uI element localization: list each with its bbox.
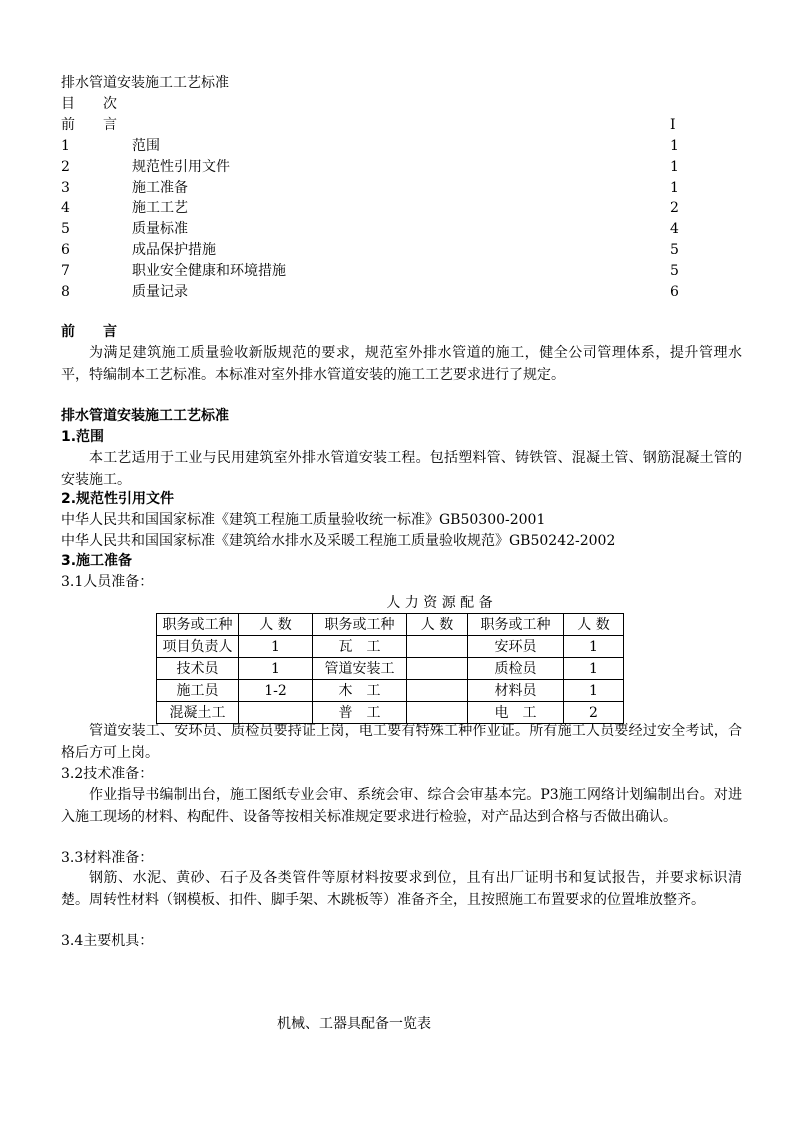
staff-table-cell: 1: [239, 636, 313, 658]
toc-row[interactable]: [61, 282, 681, 303]
document-title: 排水管道安装施工工艺标准: [61, 75, 229, 91]
staff-table-header-cell: 人 数: [239, 614, 313, 636]
toc-row[interactable]: [61, 219, 681, 240]
toc-item-number: 6: [61, 242, 70, 258]
staff-table-header-cell: 职务或工种: [468, 614, 564, 636]
section-3-1-text: 管道安装工、安环员、质检员要持证上岗，电工要有特殊工种作业证。所有施工人员要经过安全考试，合格后方可上岗。: [61, 723, 742, 761]
staff-table-cell: 项目负责人: [157, 636, 239, 658]
toc-row[interactable]: [61, 178, 681, 199]
toc-item-number: 5: [61, 221, 70, 238]
staff-table-cell: [407, 636, 468, 658]
staff-table-cell: 施工员: [157, 680, 239, 702]
toc-item-page: 4: [670, 221, 679, 238]
staff-table-cell: 木 工: [313, 680, 407, 702]
section-3-3-text: 钢筋、水泥、黄砂、石子及各类管件等原材料按要求到位，且有出厂证明书和复试报告，并要求标识清楚。周转性材料（钢模板、扣件、脚手架、木跳板等）准备齐全，且按照施工布置要求的位置堆放整齐。: [61, 870, 742, 908]
staff-table-cell: 普 工: [313, 702, 407, 724]
preface-text: 为满足建筑施工质量验收新版规范的要求，规范室外排水管道的施工，健全公司管理体系，提升管理水平，特编制本工艺标准。本标准对室外排水管道安装的施工工艺要求进行了规定。: [61, 345, 742, 383]
section-3-4-heading: 3.4主要机具：: [61, 933, 154, 949]
toc-item-title: 质量记录: [132, 283, 188, 300]
toc-item-number: 2: [61, 158, 70, 175]
toc-item-page: 1: [670, 138, 679, 154]
staff-table-cell: [407, 658, 468, 680]
section-3-2-text: 作业指导书编制出台，施工图纸专业会审、系统会审、综合会审基本完。P3施工网络计划编制出台。对进入施工现场的材料、构配件、设备等按相关标准规定要求进行检验，对产品达到合格与否做出确认。: [61, 787, 742, 825]
staff-table-cell: 混凝土工: [157, 702, 239, 724]
section-3-3-heading: 3.3材料准备：: [61, 850, 154, 866]
toc-item-title: 施工准备: [132, 179, 188, 196]
section-1-text: 本工艺适用于工业与民用建筑室外排水管道安装工程。包括塑料管、铸铁管、混凝土管、钢筋混凝土管的安装施工。: [61, 450, 742, 488]
staff-table-header-cell: 职务或工种: [157, 614, 239, 636]
staff-table-header-cell: 人 数: [564, 614, 624, 636]
toc-row[interactable]: [61, 136, 681, 157]
section-3-1-heading: 3.1人员准备：: [61, 574, 154, 590]
toc-item-page: 5: [670, 262, 679, 279]
staff-table-caption: 人 力 资 源 配 备: [386, 595, 493, 611]
staff-table-cell: 技术员: [157, 658, 239, 680]
toc-item-title: 规范性引用文件: [132, 158, 230, 175]
staff-table-cell: 1: [564, 658, 624, 680]
toc-item-title: 成品保护措施: [132, 242, 216, 258]
reference-2: 中华人民共和国国家标准《建筑给水排水及采暖工程施工质量验收规范》GB50242-2002: [61, 533, 616, 549]
staff-table-cell: [407, 680, 468, 702]
table-row: [157, 636, 624, 658]
toc-item-number: 1: [61, 138, 70, 154]
toc-heading: 目 次: [61, 96, 117, 112]
staff-table-cell: 材料员: [468, 680, 564, 702]
staff-table-cell: 1-2: [239, 680, 313, 702]
staff-table-cell: 瓦 工: [313, 636, 407, 658]
toc-preface-label: 前 言: [61, 117, 117, 133]
toc-item-page: 1: [670, 179, 679, 196]
toc-item-number: 4: [61, 200, 70, 217]
toc-item-page: 6: [670, 283, 679, 300]
staff-table-cell: 质检员: [468, 658, 564, 680]
toc-preface-page: I: [670, 117, 676, 133]
toc-item-number: 7: [61, 262, 70, 279]
staff-table-cell: 1: [239, 658, 313, 680]
machinery-table-caption: 机械、工器具配备一览表: [277, 1016, 431, 1032]
toc-row[interactable]: [61, 240, 681, 261]
staff-table: [156, 613, 624, 724]
toc-item-page: 5: [670, 242, 679, 258]
staff-table-cell: 1: [564, 680, 624, 702]
toc-item-title: 质量标准: [132, 221, 188, 238]
toc-item-page: 1: [670, 158, 679, 175]
staff-table-cell: 管道安装工: [313, 658, 407, 680]
staff-table-cell: 1: [564, 636, 624, 658]
toc-item-page: 2: [670, 200, 679, 217]
toc-item-title: 范围: [132, 138, 160, 154]
table-row: [157, 658, 624, 680]
toc-row[interactable]: [61, 198, 681, 219]
toc-item-title: 施工工艺: [132, 200, 188, 217]
section-3-heading: 3.施工准备: [61, 553, 133, 569]
reference-1: 中华人民共和国国家标准《建筑工程施工质量验收统一标准》GB50300-2001: [61, 512, 546, 528]
toc-item-number: 8: [61, 283, 70, 300]
toc-item-number: 3: [61, 179, 70, 196]
staff-table-header-cell: 职务或工种: [313, 614, 407, 636]
toc-row[interactable]: [61, 157, 681, 178]
toc-row[interactable]: [61, 261, 681, 282]
toc-row-preface[interactable]: [61, 115, 681, 136]
table-row: [157, 680, 624, 702]
staff-table-cell: 安环员: [468, 636, 564, 658]
section-1-heading: 1.范围: [61, 429, 105, 445]
staff-table-cell: 2: [564, 702, 624, 724]
staff-table-header-cell: 人 数: [407, 614, 468, 636]
section-3-2-heading: 3.2技术准备：: [61, 766, 154, 782]
staff-table-header-row: [157, 614, 624, 636]
staff-table-cell: 电 工: [468, 702, 564, 724]
preface-heading: 前 言: [61, 324, 117, 340]
section-2-heading: 2.规范性引用文件: [61, 491, 175, 507]
body-title: 排水管道安装施工工艺标准: [61, 408, 229, 424]
toc-item-title: 职业安全健康和环境措施: [132, 262, 286, 279]
